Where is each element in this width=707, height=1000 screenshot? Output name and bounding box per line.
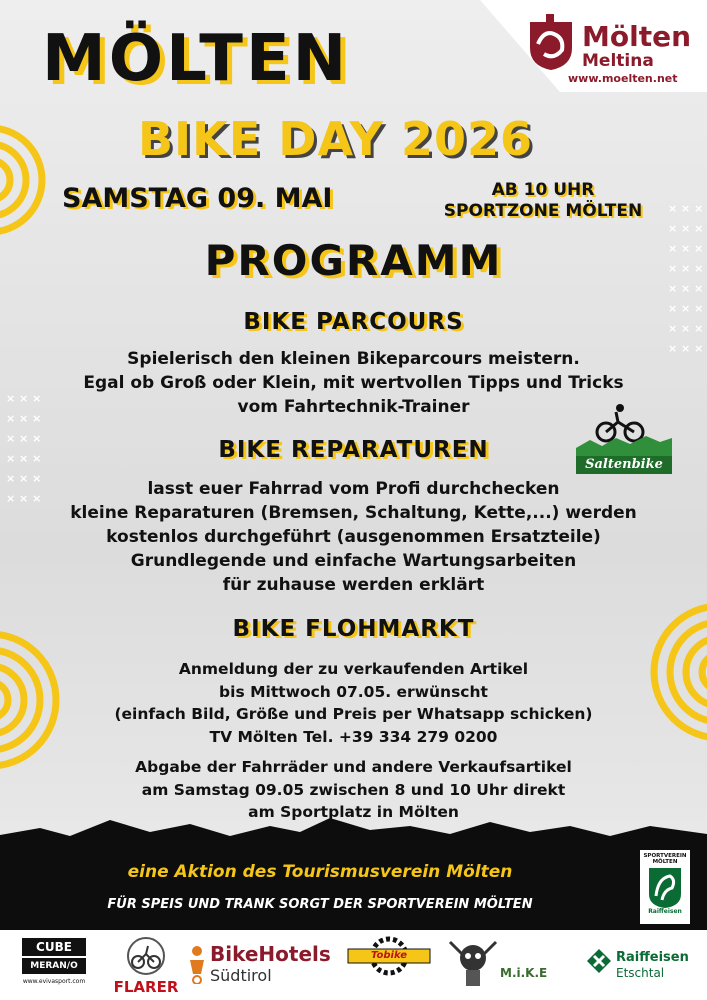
body-line: Grundlegende und einfache Wartungsarbeiten bbox=[130, 551, 577, 571]
footer-organizer: eine Aktion des Tourismusverein Mölten bbox=[127, 862, 513, 882]
mike-label: M.i.K.E bbox=[500, 966, 548, 980]
footer-catering: FÜR SPEIS UND TRANK SORGT DER SPORTVEREIN MÖLTEN bbox=[107, 897, 533, 912]
bikehotels-figure-icon bbox=[186, 944, 208, 984]
meranjo-label: MERAN/O bbox=[22, 958, 86, 974]
body-line: kleine Reparaturen (Bremsen, Schaltung, Kette,...) werden bbox=[70, 503, 637, 523]
body-line: kostenlos durchgeführt (ausgenommen Ersatzteile) bbox=[106, 527, 601, 547]
svg-text:× × ×: × × × bbox=[668, 262, 704, 275]
svg-text:× × ×: × × × bbox=[668, 322, 704, 335]
skull-rider-icon bbox=[448, 936, 498, 992]
body-line: Spielerisch den kleinen Bikeparcours meistern. bbox=[127, 349, 580, 369]
svg-text:× × ×: × × × bbox=[668, 222, 704, 235]
programm-heading: PROGRAMM bbox=[204, 236, 503, 285]
moelten-emblem-icon bbox=[524, 14, 578, 72]
tobike-label: Tobike bbox=[370, 950, 408, 961]
page-title: MÖLTEN bbox=[42, 22, 350, 96]
logo-url[interactable]: www.moelten.net bbox=[568, 72, 678, 85]
moelten-logo[interactable] bbox=[524, 8, 699, 90]
event-location: SPORTZONE MÖLTEN bbox=[443, 201, 643, 221]
svg-text:× × ×: × × × bbox=[6, 472, 42, 485]
svg-text:× × ×: × × × bbox=[668, 202, 704, 215]
body-line: bis Mittwoch 07.05. erwünscht bbox=[219, 682, 488, 701]
svg-text:× × ×: × × × bbox=[668, 242, 704, 255]
body-line: für zuhause werden erklärt bbox=[222, 575, 485, 595]
event-title: BIKE DAY 2026 bbox=[138, 112, 533, 166]
cube-meranjo-logo[interactable] bbox=[22, 938, 86, 990]
svg-text:× × ×: × × × bbox=[668, 302, 704, 315]
sportverein-badge-sponsor: Raiffeisen bbox=[648, 908, 682, 915]
body-line: Egal ob Groß oder Klein, mit wertvollen Tipps und Tricks bbox=[83, 373, 624, 393]
saltenbike-label: Saltenbike bbox=[585, 457, 663, 472]
flarer-label: FLARER bbox=[113, 978, 179, 996]
sportverein-badge-title: SPORTVEREIN MÖLTEN bbox=[643, 853, 687, 865]
body-line: lasst euer Fahrrad vom Profi durchchecken bbox=[147, 479, 560, 499]
svg-text:× × ×: × × × bbox=[6, 432, 42, 445]
section-heading-flohmarkt: BIKE FLOHMARKT bbox=[232, 616, 475, 642]
flarer-logo[interactable] bbox=[110, 936, 182, 994]
body-line: am Samstag 09.05 zwischen 8 und 10 Uhr direkt bbox=[141, 780, 566, 799]
body-line: TV Mölten Tel. +39 334 279 0200 bbox=[209, 727, 498, 746]
mike-logo[interactable] bbox=[448, 936, 570, 994]
evivasport-url: www.evivasport.com bbox=[22, 978, 86, 985]
section-heading-reparaturen: BIKE REPARATUREN bbox=[218, 437, 489, 463]
bikehotels-sublabel: Südtirol bbox=[210, 966, 272, 985]
raiffeisen-label: Raiffeisen bbox=[616, 950, 689, 965]
event-time: AB 10 UHR bbox=[491, 180, 595, 200]
svg-text:× × ×: × × × bbox=[668, 342, 704, 355]
bikehotels-label: BikeHotels bbox=[210, 942, 331, 966]
body-line: (einfach Bild, Größe und Preis per Whatsapp schicken) bbox=[114, 705, 593, 723]
svg-text:× × ×: × × × bbox=[6, 492, 42, 505]
body-line: Anmeldung der zu verkaufenden Artikel bbox=[178, 660, 529, 678]
bikehotels-logo[interactable] bbox=[186, 940, 336, 990]
logo-name: Mölten bbox=[582, 20, 692, 53]
cyclist-icon bbox=[110, 936, 182, 976]
body-line: am Sportplatz in Mölten bbox=[248, 803, 459, 821]
body-line: Abgabe der Fahrräder und andere Verkaufsartikel bbox=[135, 758, 572, 776]
body-line: vom Fahrtechnik-Trainer bbox=[237, 397, 470, 417]
footer-band bbox=[0, 842, 707, 930]
svg-text:× × ×: × × × bbox=[6, 412, 42, 425]
section-body-flohmarkt-delivery bbox=[0, 756, 707, 824]
section-body-flohmarkt bbox=[0, 658, 707, 748]
tobike-logo[interactable] bbox=[346, 936, 432, 994]
raiffeisen-cross-icon bbox=[586, 948, 612, 974]
svg-text:× × ×: × × × bbox=[6, 392, 42, 405]
raiffeisen-sublabel: Etschtal bbox=[616, 966, 665, 980]
raiffeisen-logo[interactable] bbox=[586, 948, 698, 988]
svg-text:× × ×: × × × bbox=[6, 452, 42, 465]
svg-text:× × ×: × × × bbox=[668, 282, 704, 295]
sportverein-badge[interactable] bbox=[640, 850, 690, 924]
section-heading-parcours: BIKE PARCOURS bbox=[243, 309, 464, 335]
sponsor-strip bbox=[0, 930, 707, 1000]
event-time-location bbox=[425, 180, 661, 222]
section-body-reparaturen bbox=[0, 477, 707, 597]
logo-name-it: Meltina bbox=[582, 51, 654, 71]
event-date: SAMSTAG 09. MAI bbox=[62, 183, 333, 214]
cube-label: CUBE bbox=[22, 938, 86, 956]
